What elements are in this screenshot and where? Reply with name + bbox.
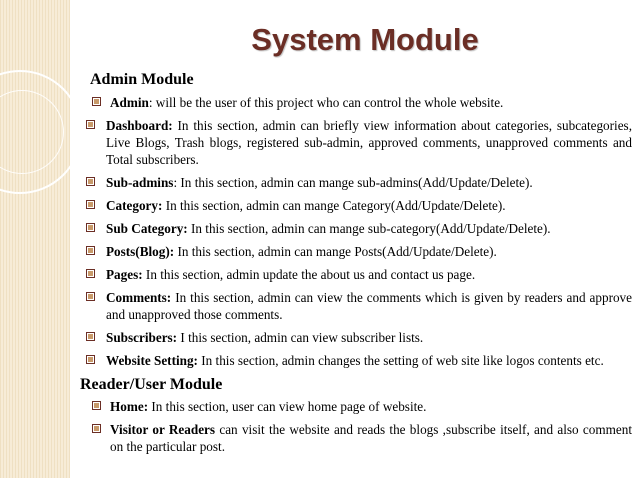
checkbox-bullet-icon [86, 200, 95, 209]
item-label: Home: [110, 399, 149, 414]
list-item [80, 266, 632, 283]
list-item [80, 398, 632, 415]
item-label: Pages: [106, 267, 143, 282]
item-text: In this section, admin can mange Posts(Add/Update/Delete). [174, 244, 497, 259]
list-item [80, 289, 632, 323]
list-item [80, 197, 632, 214]
checkbox-bullet-icon [92, 424, 101, 433]
item-text: : will be the user of this project who can control the whole website. [148, 95, 504, 110]
item-label: Sub-admins [106, 175, 174, 190]
item-label: Category: [106, 198, 163, 213]
item-text: can visit the website and reads the blogs ,subscribe itself, and also comment on the particular post. [110, 422, 632, 454]
checkbox-bullet-icon [92, 401, 101, 410]
checkbox-bullet-icon [92, 97, 101, 106]
list-item [80, 94, 632, 111]
list-item [80, 220, 632, 237]
item-text: In this section, user can view home page of website. [148, 399, 427, 414]
checkbox-bullet-icon [86, 177, 95, 186]
list-item [80, 421, 632, 455]
item-label: Visitor or Readers [110, 422, 216, 437]
checkbox-bullet-icon [86, 269, 95, 278]
list-item [80, 329, 632, 346]
checkbox-bullet-icon [86, 223, 95, 232]
list-item [80, 243, 632, 260]
item-text: In this section, admin can mange sub-category(Add/Update/Delete). [187, 221, 551, 236]
checkbox-bullet-icon [86, 120, 95, 129]
item-label: Website Setting: [106, 353, 198, 368]
item-label: Dashboard: [106, 118, 173, 133]
item-label: Sub Category: [106, 221, 188, 236]
reader-module-heading: Reader/User Module [80, 376, 223, 393]
item-text: In this section, admin changes the setting of web site like logos contents etc. [197, 353, 604, 368]
list-item [80, 352, 632, 369]
checkbox-bullet-icon [86, 246, 95, 255]
item-text: In this section, admin can view the comments which is given by readers and approve and unapproved those comments. [106, 290, 632, 322]
item-text: I this section, admin can view subscriber lists. [177, 330, 424, 345]
item-text: : In this section, admin can mange sub-admins(Add/Update/Delete). [173, 175, 533, 190]
item-text: In this section, admin can mange Category(Add/Update/Delete). [162, 198, 506, 213]
item-text: In this section, admin update the about us and contact us page. [142, 267, 476, 282]
checkbox-bullet-icon [86, 355, 95, 364]
item-text: In this section, admin can briefly view information about categories, subcategories, Live Blogs, Trash blogs, registered sub-admin, approved comments, unapproved comments and Total subscribers. [106, 118, 632, 167]
item-label: Subscribers: [106, 330, 178, 345]
item-label: Comments: [106, 290, 172, 305]
admin-module-heading: Admin Module [90, 71, 194, 88]
item-label: Posts(Blog): [106, 244, 175, 259]
checkbox-bullet-icon [86, 332, 95, 341]
list-item [80, 174, 632, 191]
list-item [80, 117, 632, 168]
item-label: Admin [110, 95, 149, 110]
checkbox-bullet-icon [86, 292, 95, 301]
slide-content [80, 70, 632, 461]
slide-title: System Module [251, 22, 479, 57]
decorative-sidebar [0, 0, 70, 478]
